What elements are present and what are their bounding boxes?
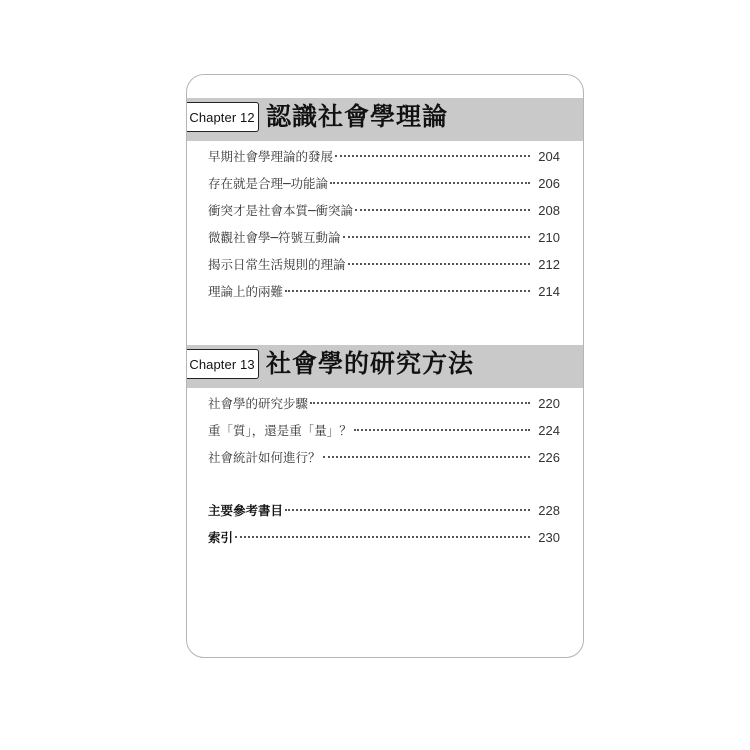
toc-entry-page: 224 <box>538 423 560 438</box>
appendix-entry-page: 228 <box>538 503 560 518</box>
toc-entry[interactable] <box>208 421 560 448</box>
toc-entry-page: 206 <box>538 176 560 191</box>
toc-entry[interactable] <box>208 448 560 475</box>
toc-entry-label: 衝突才是社會本質─衝突論 <box>208 203 354 218</box>
toc-entry-page: 220 <box>538 396 560 411</box>
dot-leader <box>310 402 530 404</box>
toc-entry-label: 理論上的兩難 <box>208 284 284 299</box>
chapter-13-header <box>187 345 583 388</box>
appendix-entries <box>208 501 560 555</box>
toc-entry-label: 微觀社會學─符號互動論 <box>208 230 341 245</box>
toc-entry-page: 214 <box>538 284 560 299</box>
toc-entry[interactable] <box>208 255 560 282</box>
dot-leader <box>285 290 530 292</box>
dot-leader <box>343 236 530 238</box>
chapter-12-header <box>187 98 583 141</box>
dot-leader <box>355 209 530 211</box>
chapter-12-entries <box>208 147 560 309</box>
chapter-12-label: Chapter 12 <box>186 102 259 132</box>
toc-entry-page: 210 <box>538 230 560 245</box>
dot-leader <box>235 536 530 538</box>
appendix-entry-label: 索引 <box>208 530 234 545</box>
dot-leader <box>354 429 530 431</box>
toc-entry[interactable] <box>208 174 560 201</box>
toc-entry-label: 早期社會學理論的發展 <box>208 149 334 164</box>
dot-leader <box>323 456 530 458</box>
toc-entry-label: 社會學的研究步驟 <box>208 396 309 411</box>
toc-entry[interactable] <box>208 394 560 421</box>
chapter-13-entries <box>208 394 560 475</box>
toc-entry[interactable] <box>208 201 560 228</box>
toc-entry-page: 226 <box>538 450 560 465</box>
toc-entry-page: 208 <box>538 203 560 218</box>
toc-entry-label: 揭示日常生活規則的理論 <box>208 257 346 272</box>
chapter-13-title: 社會學的研究方法 <box>266 349 475 378</box>
toc-entry[interactable] <box>208 228 560 255</box>
toc-page <box>186 74 584 658</box>
toc-entry-page: 212 <box>538 257 560 272</box>
toc-entry-label: 重「質」，還是重「量」？ <box>208 423 352 438</box>
chapter-13-label: Chapter 13 <box>186 349 259 379</box>
toc-entry-label: 社會統計如何進行？ <box>208 450 321 465</box>
toc-entry[interactable] <box>208 282 560 309</box>
dot-leader <box>285 509 530 511</box>
appendix-entry[interactable] <box>208 528 560 555</box>
dot-leader <box>330 182 530 184</box>
toc-entry-page: 204 <box>538 149 560 164</box>
dot-leader <box>335 155 530 157</box>
appendix-entry-page: 230 <box>538 530 560 545</box>
toc-entry[interactable] <box>208 147 560 174</box>
chapter-12-title: 認識社會學理論 <box>266 102 449 131</box>
appendix-entry-label: 主要參考書目 <box>208 503 284 518</box>
toc-entry-label: 存在就是合理─功能論 <box>208 176 329 191</box>
appendix-entry[interactable] <box>208 501 560 528</box>
dot-leader <box>348 263 530 265</box>
